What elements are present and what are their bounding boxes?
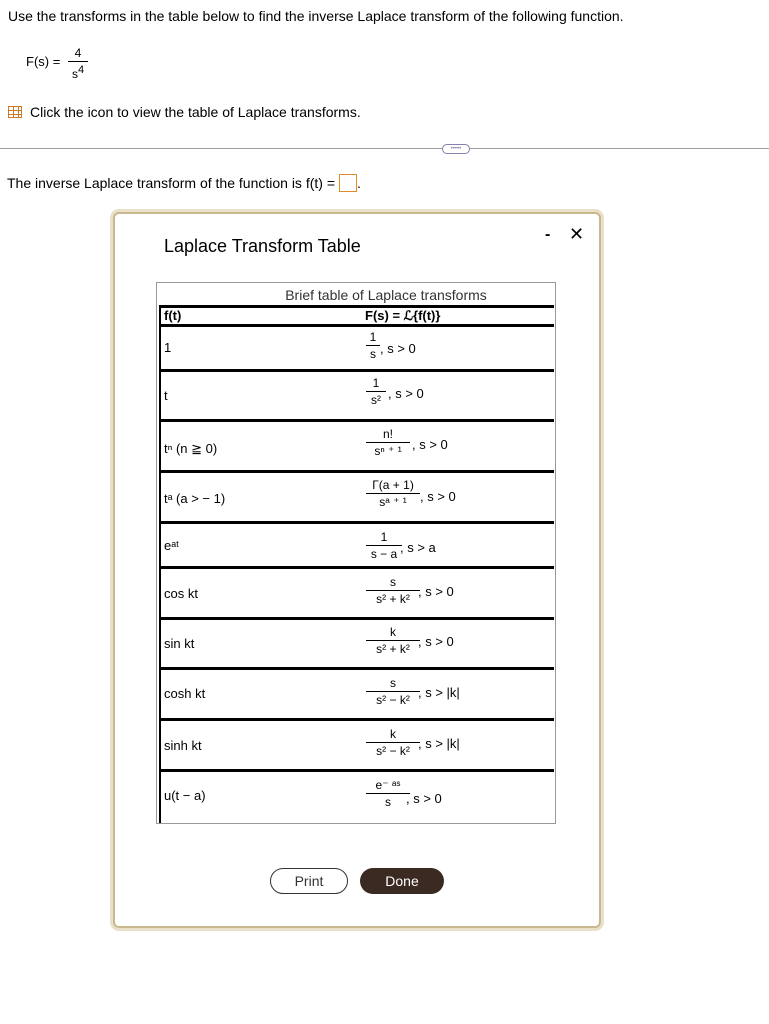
table-rule xyxy=(159,324,554,327)
row-f: cosh kt xyxy=(164,686,206,701)
table-rule xyxy=(159,521,554,524)
minimize-icon[interactable]: - xyxy=(545,226,551,243)
function-label: F(s) = xyxy=(26,54,61,69)
expand-handle[interactable]: ••••• xyxy=(442,144,470,154)
laplace-table xyxy=(156,282,556,824)
row-f: u(t − a) xyxy=(164,788,206,803)
hint-text: Click the icon to view the table of Laplace transforms. xyxy=(30,104,361,120)
table-caption: Brief table of Laplace transforms xyxy=(285,287,487,303)
table-vertical-rule xyxy=(159,305,161,823)
table-rule xyxy=(159,718,554,721)
row-f: cos kt xyxy=(164,586,198,601)
fraction-bar xyxy=(68,61,88,62)
section-divider xyxy=(0,148,769,149)
row-condition: , s > 0 xyxy=(418,584,454,599)
function-denominator: $s^4$ xyxy=(71,64,85,81)
answer-input[interactable] xyxy=(339,174,357,192)
answer-prefix: The inverse Laplace transform of the function is f(t) = xyxy=(7,175,335,191)
table-rule xyxy=(159,566,554,569)
function-fraction xyxy=(68,46,88,81)
row-condition: , s > 0 xyxy=(388,386,424,401)
row-f: tⁿ (n ≧ 0) xyxy=(164,441,218,456)
table-rule xyxy=(159,667,554,670)
row-condition: , s > 0 xyxy=(420,489,456,504)
row-condition: , s > 0 xyxy=(406,791,442,806)
row-condition: , s > 0 xyxy=(418,634,454,649)
row-f: tᵃ (a > − 1) xyxy=(164,491,226,506)
header-f: f(t) xyxy=(164,308,182,323)
modal-title: Laplace Transform Table xyxy=(164,236,361,256)
header-F: F(s) = ℒ{f(t)} xyxy=(365,308,441,323)
row-f: t xyxy=(164,388,168,403)
table-hint[interactable] xyxy=(8,104,361,120)
table-icon[interactable] xyxy=(8,106,22,118)
table-rule xyxy=(159,419,554,422)
row-f: sinh kt xyxy=(164,738,202,753)
row-condition: , s > |k| xyxy=(418,736,460,751)
row-f: 1 xyxy=(164,340,172,355)
row-condition: , s > 0 xyxy=(380,341,416,356)
print-button[interactable]: Print xyxy=(270,868,348,894)
row-condition: , s > |k| xyxy=(418,685,460,700)
row-f: sin kt xyxy=(164,636,195,651)
row-condition: , s > a xyxy=(400,540,436,555)
table-rule xyxy=(159,769,554,772)
table-rule xyxy=(159,369,554,372)
question-text: Use the transforms in the table below to find the inverse Laplace transform of the following function. xyxy=(8,8,624,24)
done-button[interactable]: Done xyxy=(360,868,444,894)
table-rule xyxy=(159,617,554,620)
close-icon[interactable]: ✕ xyxy=(569,224,585,244)
table-rule xyxy=(159,305,554,308)
function-numerator: 4 xyxy=(74,46,82,60)
answer-suffix: . xyxy=(357,175,361,191)
row-condition: , s > 0 xyxy=(412,437,448,452)
table-rule xyxy=(159,470,554,473)
answer-line xyxy=(7,174,361,192)
row-f: eᵃᵗ xyxy=(164,538,179,553)
